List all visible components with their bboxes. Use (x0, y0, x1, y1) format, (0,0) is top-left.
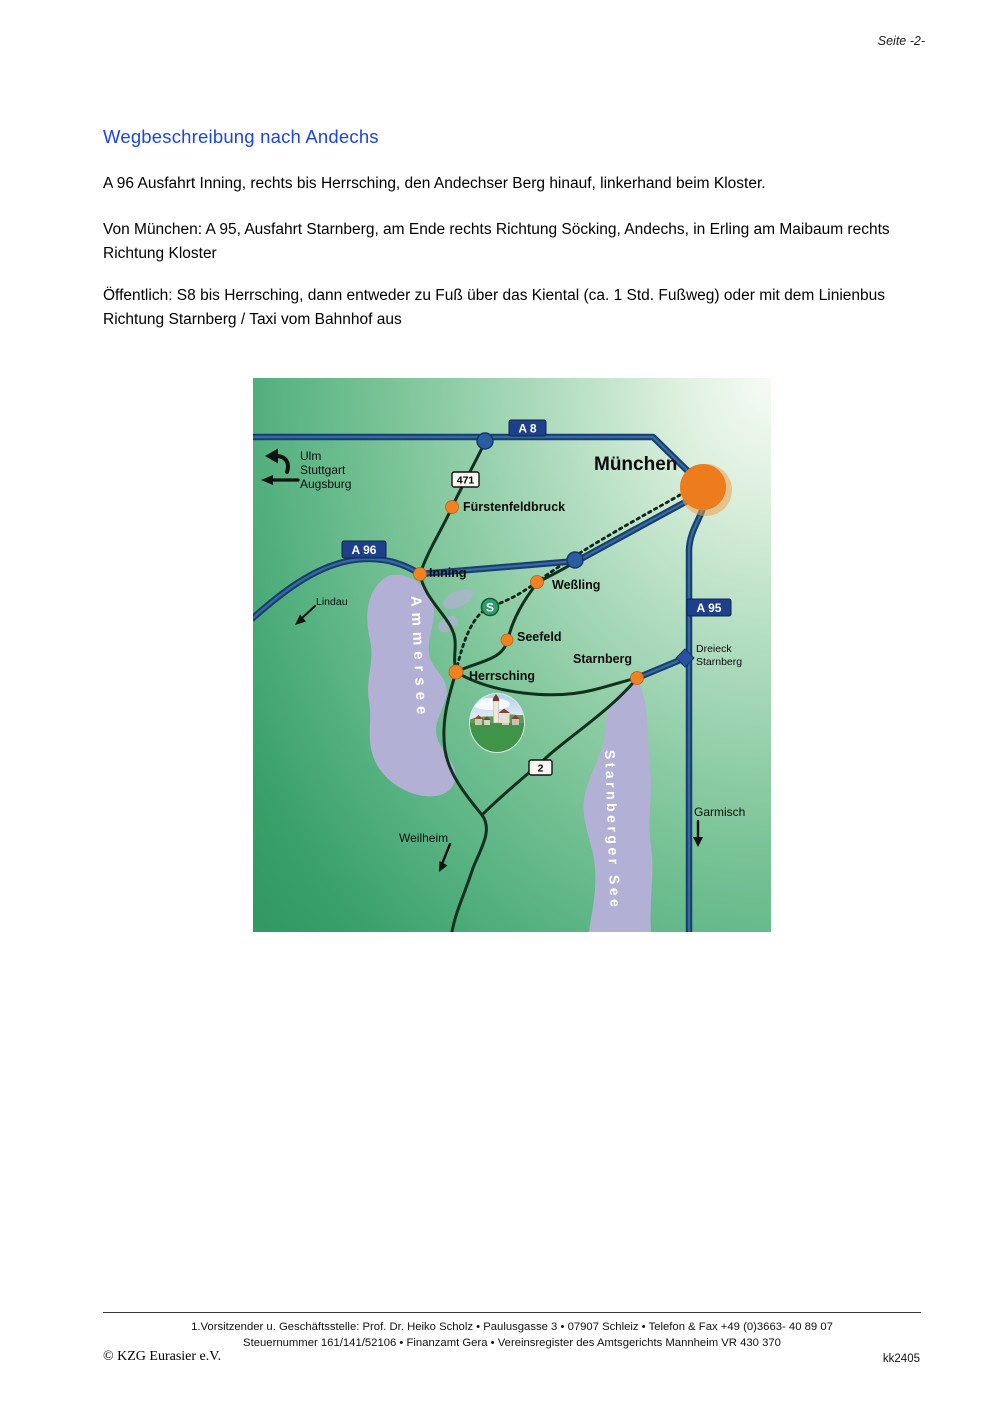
page-title: Wegbeschreibung nach Andechs (103, 126, 379, 147)
footer-line-2: Steuernummer 161/141/52106 • Finanzamt Gera • Vereinsregister des Amtsgerichts Mannheim VR 430 370 (243, 1337, 781, 1349)
wessling-dot (531, 576, 544, 589)
document-code: kk2405 (882, 1353, 920, 1365)
map-labels (300, 449, 745, 911)
map-graphic (253, 378, 771, 932)
paragraph-public-transport: Öffentlich: S8 bis Herrsching, dann entweder zu Fuß über das Kiental (ca. 1 Std. Fußweg) oder mit dem Linienbus Richtung Starnberg / Taxi vom Bahnhof aus (103, 287, 885, 328)
augsburg-label: Augsburg (300, 477, 352, 491)
herrsching-dot (449, 665, 463, 679)
a8-junction-dot (477, 433, 493, 449)
copyright-text: © KZG Eurasier e.V. (103, 1349, 222, 1364)
andechs-route-map (253, 378, 771, 932)
muenchen-marker (680, 464, 732, 516)
starnberg-label: Starnberg (573, 652, 633, 666)
small-lake-1 (440, 585, 476, 613)
road-471-badge-label: 471 (456, 474, 475, 487)
starnberg-dot (631, 672, 644, 685)
a96-badge-label: A 96 (351, 543, 377, 557)
paragraph-a96: A 96 Ausfahrt Inning, rechts bis Herrsching, den Andechser Berg hinauf, linkerhand beim Kloster. (103, 175, 766, 192)
inning-dot (414, 568, 427, 581)
paragraph-a95: Von München: A 95, Ausfahrt Starnberg, am Ende rechts Richtung Söcking, Andechs, in Erling am Maibaum rechts Richtung Kloster (103, 221, 890, 262)
lindau-arrow (301, 606, 315, 619)
dreieck-starnberg-label-2: Starnberg (696, 656, 743, 668)
garmisch-label: Garmisch (694, 805, 746, 819)
a8-badge-label: A 8 (518, 421, 537, 436)
ammersee-label: Ammersee (407, 595, 431, 721)
footer-line-1: 1.Vorsitzender u. Geschäftsstelle: Prof. Dr. Heiko Scholz • Paulusgasse 3 • 07907 Schleiz • Telefon & Fax +49 (0)3663- 40 89 07 (191, 1321, 833, 1333)
footer-divider (103, 1312, 921, 1313)
ulm-label: Ulm (300, 449, 322, 463)
a96-junction-dot (567, 552, 583, 568)
wessling-label: Weßling (552, 578, 601, 592)
weilheim-arrow (442, 844, 450, 864)
fuerstenfeldbruck-label: Fürstenfeldbruck (463, 500, 566, 514)
fuerstenfeldbruck-dot (446, 501, 459, 514)
seefeld-dot (501, 634, 513, 646)
lindau-label: Lindau (316, 596, 348, 608)
stuttgart-label: Stuttgart (300, 463, 346, 477)
seefeld-label: Seefeld (517, 630, 562, 644)
page-number: Seite -2- (877, 34, 925, 48)
muenchen-label: München (594, 454, 678, 475)
weilheim-label: Weilheim (399, 831, 449, 845)
inning-label: Inning (429, 566, 467, 580)
sbahn-badge-label: S (485, 600, 495, 615)
a95-badge-label: A 95 (696, 601, 722, 615)
starnberger-see-label: Starnberger See (602, 749, 624, 911)
highway-a95 (689, 492, 704, 932)
road-2-badge-label: 2 (537, 762, 544, 775)
herrsching-label: Herrsching (469, 669, 535, 683)
andechs-monastery-image (469, 689, 525, 753)
dreieck-starnberg-label-1: Dreieck (696, 643, 732, 655)
